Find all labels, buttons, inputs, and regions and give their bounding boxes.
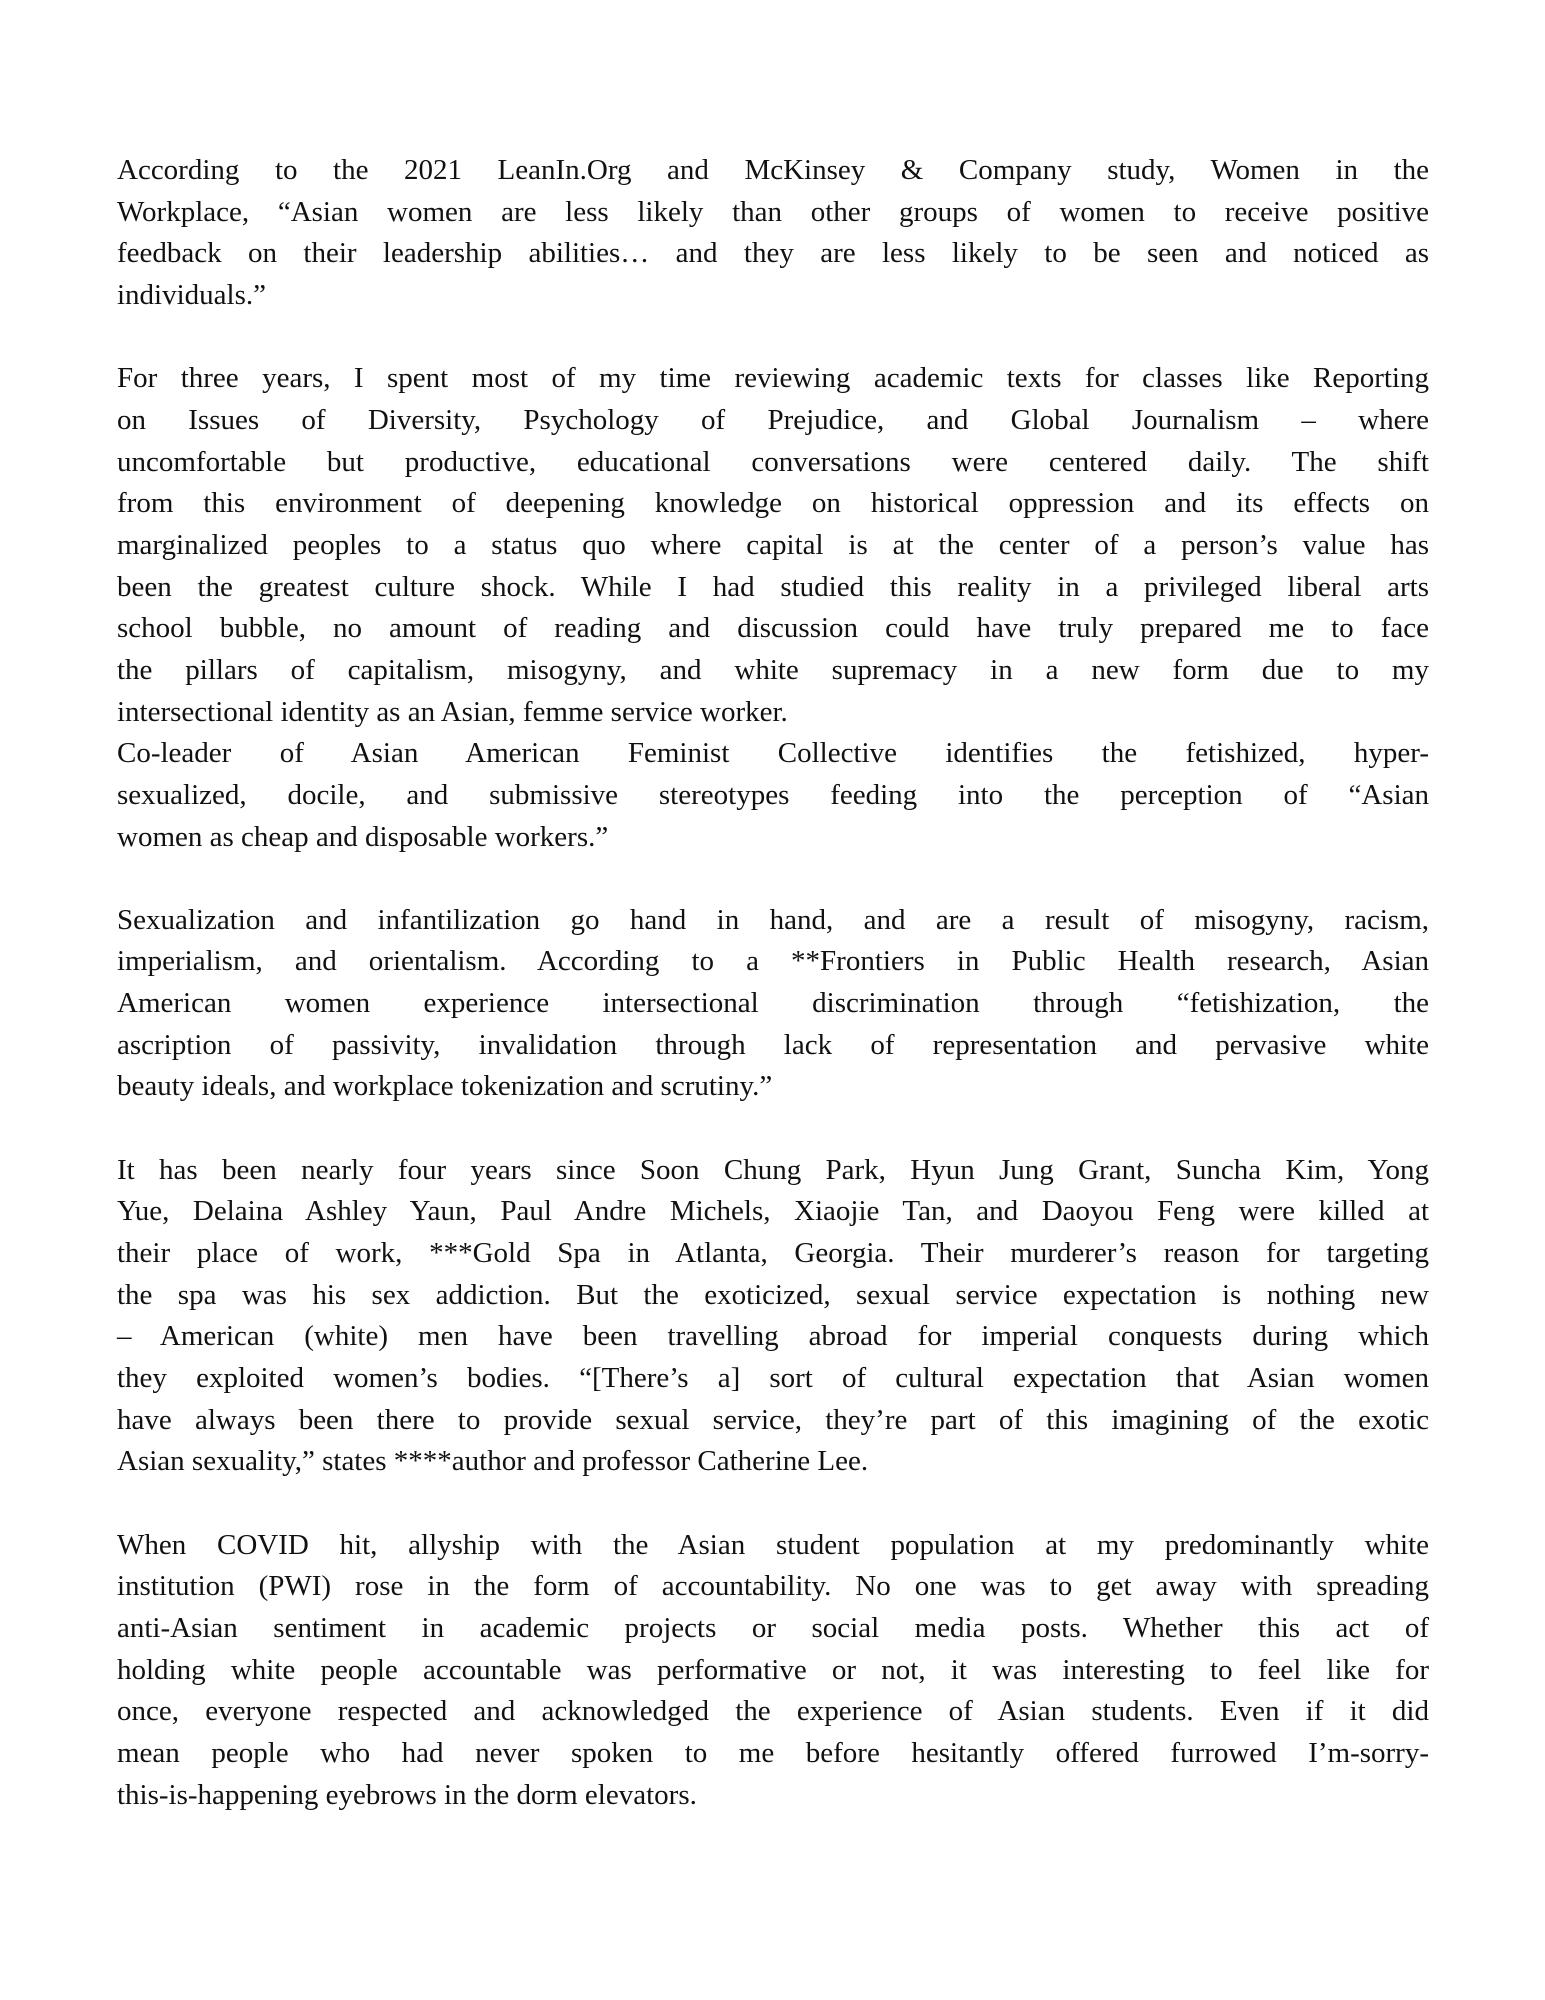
paragraph-sexualization [117, 900, 1429, 1108]
paragraph-spacer [117, 858, 1429, 900]
text-line: once, everyone respected and acknowledged the experience of Asian students. Even if it did [117, 1695, 1429, 1728]
paragraph-gold-spa [117, 1150, 1429, 1483]
text-line: the pillars of capitalism, misogyny, and white supremacy in a new form due to my [117, 653, 1429, 686]
text-line: Asian sexuality,” states ****author and professor Catherine Lee. [117, 1445, 869, 1478]
paragraph-covid [117, 1525, 1429, 1817]
text-line: ascription of passivity, invalidation through lack of representation and pervasive white [117, 1028, 1429, 1061]
text-line: Yue, Delaina Ashley Yaun, Paul Andre Michels, Xiaojie Tan, and Daoyou Feng were killed at [117, 1195, 1429, 1228]
text-line: institution (PWI) rose in the form of accountability. No one was to get away with spreading [117, 1570, 1429, 1603]
text-line: intersectional identity as an Asian, femme service worker. [117, 695, 788, 728]
text-line: American women experience intersectional discrimination through “fetishization, the [117, 987, 1429, 1020]
paragraph-co-leader [117, 733, 1429, 858]
text-line: uncomfortable but productive, educational conversations were centered daily. The shift [117, 445, 1429, 478]
paragraph-three-years [117, 358, 1429, 733]
text-line: For three years, I spent most of my time reviewing academic texts for classes like Reporting [117, 362, 1429, 395]
paragraph-spacer [117, 1483, 1429, 1525]
text-line: holding white people accountable was performative or not, it was interesting to feel like for [117, 1653, 1429, 1686]
text-line: – American (white) men have been travelling abroad for imperial conquests during which [117, 1320, 1429, 1353]
text-line: their place of work, ***Gold Spa in Atlanta, Georgia. Their murderer’s reason for targeting [117, 1237, 1429, 1270]
text-line: school bubble, no amount of reading and discussion could have truly prepared me to face [117, 612, 1429, 645]
text-line: Co-leader of Asian American Feminist Collective identifies the fetishized, hyper- [117, 737, 1429, 770]
paragraph-spacer [117, 1108, 1429, 1150]
text-line: they exploited women’s bodies. “[There’s a] sort of cultural expectation that Asian women [117, 1362, 1429, 1395]
text-line: individuals.” [117, 278, 267, 311]
text-line: this-is-happening eyebrows in the dorm elevators. [117, 1778, 697, 1811]
text-line: anti-Asian sentiment in academic projects or social media posts. Whether this act of [117, 1611, 1429, 1644]
text-line: It has been nearly four years since Soon Chung Park, Hyun Jung Grant, Suncha Kim, Yong [117, 1153, 1429, 1186]
text-line: from this environment of deepening knowledge on historical oppression and its effects on [117, 487, 1429, 520]
text-line: women as cheap and disposable workers.” [117, 820, 609, 853]
text-line: been the greatest culture shock. While I had studied this reality in a privileged liberal arts [117, 570, 1429, 603]
text-line: Sexualization and infantilization go hand in hand, and are a result of misogyny, racism, [117, 903, 1429, 936]
document-page [117, 150, 1429, 1816]
text-line: sexualized, docile, and submissive stereotypes feeding into the perception of “Asian [117, 778, 1429, 811]
paragraph-spacer [117, 317, 1429, 359]
text-line: Workplace, “Asian women are less likely than other groups of women to receive positive [117, 195, 1429, 228]
text-line: beauty ideals, and workplace tokenization and scrutiny.” [117, 1070, 773, 1103]
text-line: When COVID hit, allyship with the Asian student population at my predominantly white [117, 1528, 1429, 1561]
text-line: imperialism, and orientalism. According to a **Frontiers in Public Health research, Asian [117, 945, 1429, 978]
text-line: mean people who had never spoken to me before hesitantly offered furrowed I’m-sorry- [117, 1736, 1429, 1769]
text-line: the spa was his sex addiction. But the exoticized, sexual service expectation is nothing new [117, 1278, 1429, 1311]
text-line: According to the 2021 LeanIn.Org and McKinsey & Company study, Women in the [117, 154, 1429, 186]
text-line: marginalized peoples to a status quo where capital is at the center of a person’s value has [117, 528, 1429, 561]
text-line: have always been there to provide sexual service, they’re part of this imagining of the exotic [117, 1403, 1429, 1436]
text-line: on Issues of Diversity, Psychology of Prejudice, and Global Journalism – where [117, 403, 1429, 436]
text-line: feedback on their leadership abilities… and they are less likely to be seen and noticed as [117, 237, 1429, 270]
paragraph-leanin-study [117, 150, 1429, 317]
